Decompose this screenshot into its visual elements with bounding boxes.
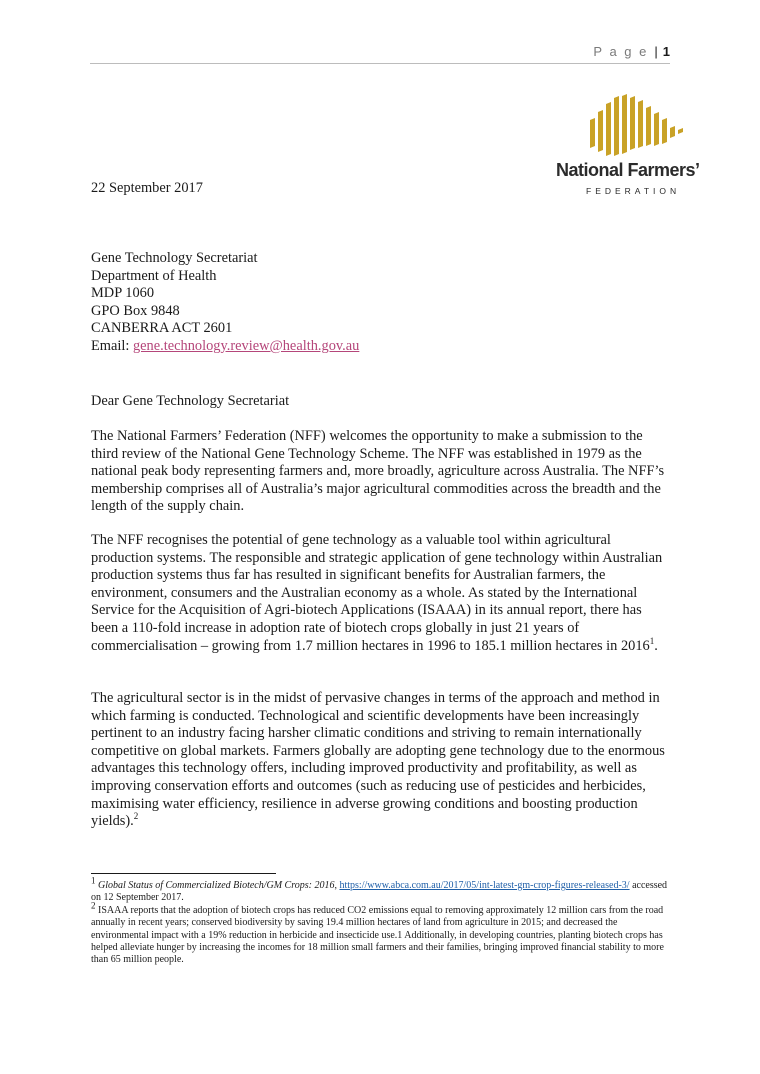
footnote-separator xyxy=(91,873,276,874)
email-line xyxy=(91,338,671,356)
footnote-1-title: Global Status of Commercialized Biotech/GM Crops: 2016 xyxy=(98,880,335,891)
email-label: Email: xyxy=(91,337,133,354)
logo-bar xyxy=(606,102,611,156)
page-label: P a g e xyxy=(593,44,649,59)
address-line: GPO Box 9848 xyxy=(91,302,180,319)
page-separator: | xyxy=(654,44,660,59)
address-line: Department of Health xyxy=(91,267,217,284)
logo-bar xyxy=(614,96,619,156)
footnote-1 xyxy=(91,875,671,905)
logo-bar xyxy=(622,94,627,154)
logo-bar xyxy=(630,96,635,150)
logo-bar xyxy=(670,126,675,138)
footnote-1-number: 1 xyxy=(91,875,96,886)
email-link[interactable]: gene.technology.review@health.gov.au xyxy=(132,337,360,354)
logo-bar xyxy=(654,112,659,146)
logo-bar xyxy=(590,118,595,148)
paragraph-3-text: The agricultural sector is in the midst of pervasive changes in terms of the approach and method in which farming is conducted. Technological and scientific developments have been increasingly pertinent to an industry facing harsher climatic conditions and striving to remain internationally competitive on global markets. Farmers globally are adopting gene technology due to the enormous advantages this technology offers, including improved productivity and profitability, as well as improving conservation efforts and outcomes (such as reducing use of pesticides and herbicides, maximising water efficiency, resilience in adverse growing conditions and boosting production yields). xyxy=(91,690,665,830)
letter-date: 22 September 2017 xyxy=(91,180,203,196)
paragraph-2 xyxy=(91,532,671,655)
footnote-ref-1[interactable]: 1 xyxy=(649,635,655,646)
salutation: Dear Gene Technology Secretariat xyxy=(91,393,290,409)
header-rule xyxy=(90,63,670,64)
paragraph-2-text: The NFF recognises the potential of gene technology as a valuable tool within agricultural production systems. The responsible and strategic application of gene technology within Australian production systems thus far has resulted in significant benefits for Australian farmers, the environment, consumers and the Australian economy as a whole. As stated by the International Service for the Acquisition of Agri-biotech Applications (ISAAA) in its annual report, there has been a 110-fold increase in adoption rate of biotech crops globally in just 21 years of commercialisation – growing from 1.7 million hectares in 1996 to 185.1 million hectares in 2016 xyxy=(91,532,663,654)
footnote-ref-2[interactable]: 2 xyxy=(133,811,139,822)
logo-bar xyxy=(662,118,667,144)
footnote-2 xyxy=(91,900,671,967)
paragraph-3 xyxy=(91,690,671,831)
australia-map-icon xyxy=(548,90,720,160)
footnote-2-text: ISAAA reports that the adoption of biotech crops has reduced CO2 emissions equal to removing approximately 12 million cars from the road annually in recent years; conserved biodiversity by saving 19.4 million hectares of land from agriculture in 2015; and decreased the environmental impact with a 19% reduction in herbicide and insecticide use.1 Additionally, in developing countries, planting biotech crops has helped alleviate hunger by increasing the incomes for 18 million small farmers and their families, bringing improved financial stability to more than 65 million people. xyxy=(91,904,664,966)
footnote-2-number: 2 xyxy=(91,900,96,911)
recipient-address xyxy=(91,250,671,356)
address-line: CANBERRA ACT 2601 xyxy=(91,320,233,337)
address-line: Gene Technology Secretariat xyxy=(91,250,258,266)
logo-bar xyxy=(638,100,643,148)
page-header xyxy=(593,44,670,59)
footnotes xyxy=(91,875,671,967)
address-line: MDP 1060 xyxy=(91,285,155,302)
paragraph-1: The National Farmers’ Federation (NFF) welcomes the opportunity to make a submission to the third review of the National Gene Technology Scheme. The NFF was established in 1979 as the national peak body representing farmers and, more broadly, agriculture across Australia. The NFF’s membership comprises all of Australia’s major agricultural commodities across the breadth and the length of the supply chain. xyxy=(91,428,665,515)
logo-bar xyxy=(598,110,603,152)
footnote-1-link[interactable]: https://www.abca.com.au/2017/05/int-latest-gm-crop-figures-released-3/ xyxy=(339,880,630,891)
paragraph-2-end: . xyxy=(654,637,658,654)
logo-bar xyxy=(678,128,683,134)
footnote-1-tail: accessed on 12 September 2017. xyxy=(91,880,668,904)
logo-name: National Farmers’ xyxy=(556,160,700,180)
logo-bar xyxy=(646,106,651,146)
logo-subtitle: FEDERATION xyxy=(586,186,681,196)
footnote-1-separator: , xyxy=(334,880,340,891)
page-number: 1 xyxy=(662,44,670,59)
